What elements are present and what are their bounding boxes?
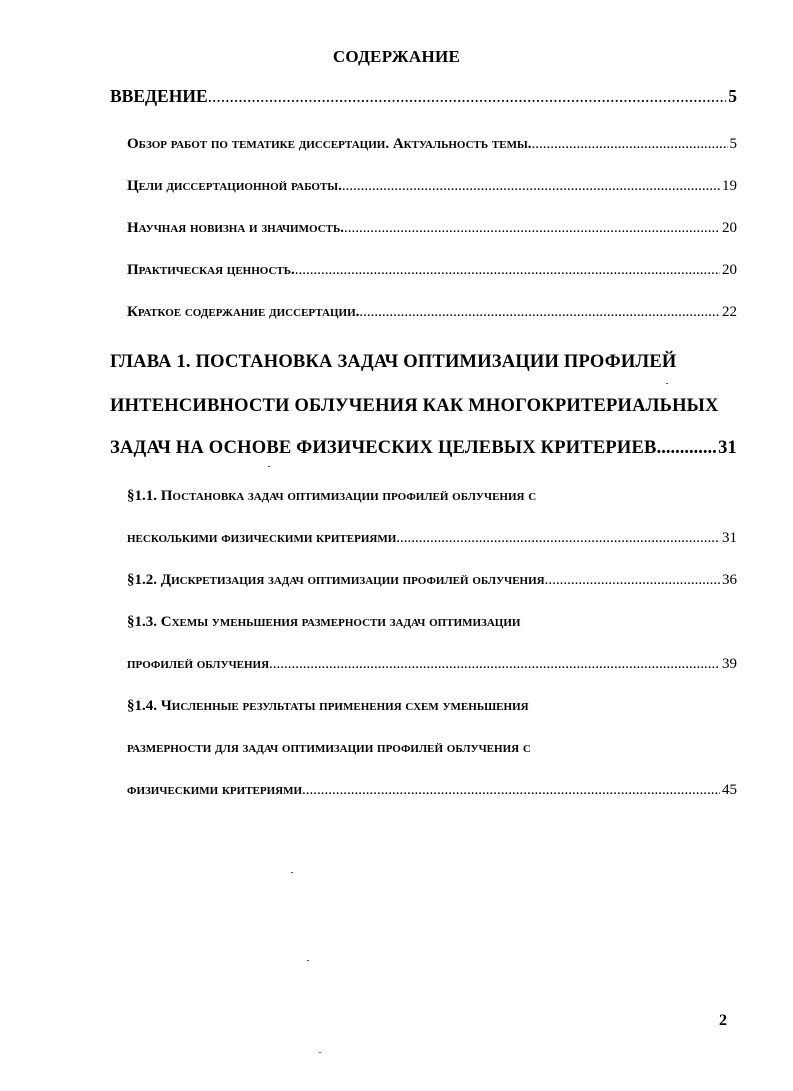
toc-entry-page: 5 [728, 86, 737, 106]
scan-speck [319, 1052, 321, 1053]
toc-leader-dots [344, 220, 720, 237]
toc-leader-dots [269, 656, 720, 673]
toc-leader-dots [295, 262, 720, 279]
toc-entry-page: 22 [722, 304, 737, 320]
toc-entry-page: 20 [722, 220, 737, 236]
toc-leader-dots [342, 178, 720, 195]
toc-entry-title: Краткое содержание диссертации. [127, 304, 360, 320]
scan-speck [307, 960, 309, 961]
scan-speck [268, 466, 270, 467]
toc-entry-last-line [110, 438, 737, 459]
toc-entry-page: 31 [722, 530, 737, 546]
toc-entry-title-line-1: ГЛАВА 1. ПОСТАНОВКА ЗАДАЧ ОПТИМИЗАЦИИ ПРОФИЛЕЙ [110, 352, 677, 372]
toc-entry-title-line-3: физическими критериями [127, 782, 303, 798]
toc-entry-title-line-1: §1.3. Схемы уменьшения размерности задач оптимизации [127, 614, 521, 630]
toc-entry-last-line [127, 656, 737, 673]
toc-entry-page: 20 [722, 262, 737, 278]
toc-entry-page: 5 [729, 136, 737, 152]
toc-entry-title: Цели диссертационной работы. [127, 178, 342, 194]
page-title: СОДЕРЖАНИЕ [332, 47, 461, 66]
toc-entry-page: 45 [722, 782, 737, 798]
toc-entry-page: 36 [722, 572, 737, 588]
toc-entry-title: Обзор работ по тематике диссертации. Актуальность темы. [127, 136, 532, 152]
toc-entry-title-line-3: ЗАДАЧ НА ОСНОВЕ ФИЗИЧЕСКИХ ЦЕЛЕВЫХ КРИТЕРИЕВ [110, 438, 657, 458]
toc-entry-goals[interactable] [127, 178, 737, 195]
toc-entry-title: §1.2. Дискретизация задач оптимизации профилей облучения [127, 572, 545, 588]
toc-entry-title: ВВЕДЕНИЕ [110, 86, 208, 106]
toc-entry-section-1-2[interactable] [127, 572, 737, 589]
toc-leader-dots [657, 438, 717, 459]
toc-leader-dots [532, 136, 728, 153]
scan-speck [291, 872, 293, 873]
toc-entry-title: Научная новизна и значимость. [127, 220, 344, 236]
toc-leader-dots [396, 530, 720, 547]
toc-entry-title-line-1: §1.1. Постановка задач оптимизации профилей облучения с [127, 488, 537, 504]
toc-entry-title: Практическая ценность. [127, 262, 295, 278]
toc-entry-title-line-2: несколькими физическими критериями [127, 530, 397, 546]
toc-entry-page: 31 [718, 438, 737, 458]
toc-leader-dots [302, 782, 720, 799]
toc-entry-title-line-2: ИНТЕНСИВНОСТИ ОБЛУЧЕНИЯ КАК МНОГОКРИТЕРИАЛЬНЫХ [110, 396, 719, 416]
toc-entry-last-line [127, 530, 737, 547]
toc-leader-dots [208, 86, 727, 107]
toc-leader-dots [545, 572, 720, 589]
scan-speck [666, 383, 668, 384]
toc-entry-novelty[interactable] [127, 220, 737, 237]
toc-entry-page: 19 [722, 178, 737, 194]
toc-entry-title-line-1: §1.4. Численные результаты применения схем уменьшения [127, 698, 529, 714]
page-number: 2 [719, 1012, 727, 1029]
toc-leader-dots [359, 304, 720, 321]
toc-entry-last-line [127, 782, 737, 799]
toc-entry-page: 39 [722, 656, 737, 672]
toc-entry-review[interactable] [127, 136, 737, 153]
toc-entry-practical-value[interactable] [127, 262, 737, 279]
toc-entry-summary[interactable] [127, 304, 737, 321]
toc-entry-title-line-2: профилей облучения [127, 656, 270, 672]
toc-entry-introduction[interactable] [110, 86, 737, 107]
toc-entry-title-line-2: размерности для задач оптимизации профилей облучения с [127, 740, 531, 756]
